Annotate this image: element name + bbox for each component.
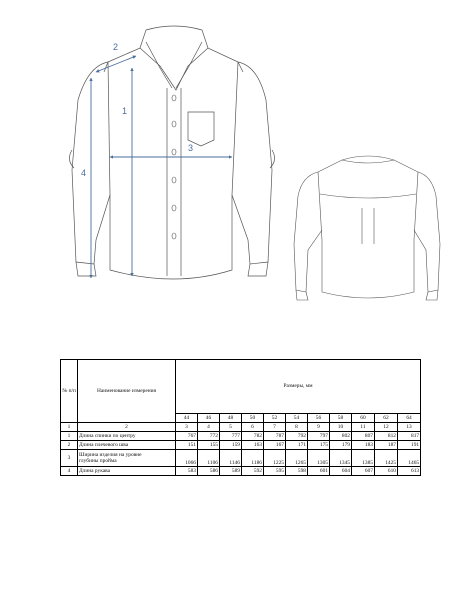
value-cell: 613: [398, 467, 421, 476]
size-cell: 50: [242, 414, 264, 423]
measure-marker-1: 1: [122, 106, 128, 116]
row-name-line: глубины пройма: [79, 458, 117, 464]
value-cell: 792: [286, 432, 308, 441]
value-cell: 589: [220, 467, 242, 476]
value-cell: 777: [220, 432, 242, 441]
value-cell: 586: [198, 467, 220, 476]
shirt-back-view: [294, 156, 440, 300]
value-cell: 1066: [176, 450, 198, 467]
measure-marker-4: 4: [81, 168, 87, 178]
value-cell: 171: [286, 441, 308, 450]
value-cell: 797: [308, 432, 330, 441]
table-row: [61, 467, 421, 476]
row-name: Длина спинки по центру: [78, 432, 176, 441]
header-sizes-title: Размеры, мм: [176, 360, 421, 414]
row-name: [78, 450, 176, 467]
colnum-cell: 13: [398, 423, 421, 432]
value-cell: 772: [198, 432, 220, 441]
colnum-cell: 3: [176, 423, 198, 432]
row-name: Длина плечевого шва: [78, 441, 176, 450]
colnum-cell: 1: [61, 423, 78, 432]
value-cell: 817: [398, 432, 421, 441]
size-cell: 48: [220, 414, 242, 423]
row-num: 1: [61, 432, 78, 441]
colnum-cell: 6: [242, 423, 264, 432]
table-row: [61, 432, 421, 441]
value-cell: 782: [242, 432, 264, 441]
table-row: [61, 441, 421, 450]
value-cell: 179: [330, 441, 352, 450]
colnum-cell: 11: [352, 423, 375, 432]
colnum-cell: 7: [264, 423, 286, 432]
colnum-cell: 4: [198, 423, 220, 432]
value-cell: 592: [242, 467, 264, 476]
colnum-cell: 9: [308, 423, 330, 432]
value-cell: 610: [375, 467, 398, 476]
size-cell: 56: [308, 414, 330, 423]
header-num: № п/п: [61, 360, 78, 423]
table-colnum-row: [61, 423, 421, 432]
value-cell: 155: [198, 441, 220, 450]
value-cell: 167: [264, 441, 286, 450]
value-cell: 1385: [352, 450, 375, 467]
value-cell: 183: [352, 441, 375, 450]
measure-marker-3: 3: [188, 143, 194, 153]
table-header-row: [61, 360, 421, 414]
value-cell: 595: [264, 467, 286, 476]
value-cell: 802: [330, 432, 352, 441]
value-cell: 1345: [330, 450, 352, 467]
value-cell: 175: [308, 441, 330, 450]
size-cell: 58: [330, 414, 352, 423]
table-row: [61, 450, 421, 467]
value-cell: 607: [352, 467, 375, 476]
value-cell: 807: [352, 432, 375, 441]
row-name: Длина рукава: [78, 467, 176, 476]
row-num: 4: [61, 467, 78, 476]
value-cell: 163: [242, 441, 264, 450]
value-cell: 604: [330, 467, 352, 476]
measure-marker-2: 2: [113, 42, 119, 52]
value-cell: 1186: [242, 450, 264, 467]
value-cell: 1225: [264, 450, 286, 467]
colnum-cell: 5: [220, 423, 242, 432]
size-table: [60, 359, 421, 476]
value-cell: 583: [176, 467, 198, 476]
value-cell: 1146: [220, 450, 242, 467]
header-name: Наименование измерения: [78, 360, 176, 423]
row-name-line: Ширина изделия на уровне: [79, 451, 142, 458]
size-cell: 54: [286, 414, 308, 423]
colnum-cell: 2: [78, 423, 176, 432]
value-cell: 601: [308, 467, 330, 476]
colnum-cell: 10: [330, 423, 352, 432]
measurement-lines: [91, 56, 232, 278]
size-cell: 64: [398, 414, 421, 423]
value-cell: 598: [286, 467, 308, 476]
value-cell: 191: [398, 441, 421, 450]
row-num: 3: [61, 450, 78, 467]
value-cell: 159: [220, 441, 242, 450]
colnum-cell: 8: [286, 423, 308, 432]
size-cell: 62: [375, 414, 398, 423]
size-cell: 60: [352, 414, 375, 423]
value-cell: 1465: [398, 450, 421, 467]
value-cell: 187: [375, 441, 398, 450]
value-cell: 1305: [308, 450, 330, 467]
size-cell: 44: [176, 414, 198, 423]
size-cell: 46: [198, 414, 220, 423]
row-num: 2: [61, 441, 78, 450]
colnum-cell: 12: [375, 423, 398, 432]
value-cell: 151: [176, 441, 198, 450]
value-cell: 787: [264, 432, 286, 441]
front-buttons: [172, 95, 176, 239]
size-cell: 52: [264, 414, 286, 423]
value-cell: 812: [375, 432, 398, 441]
value-cell: 767: [176, 432, 198, 441]
value-cell: 1106: [198, 450, 220, 467]
value-cell: 1265: [286, 450, 308, 467]
value-cell: 1425: [375, 450, 398, 467]
